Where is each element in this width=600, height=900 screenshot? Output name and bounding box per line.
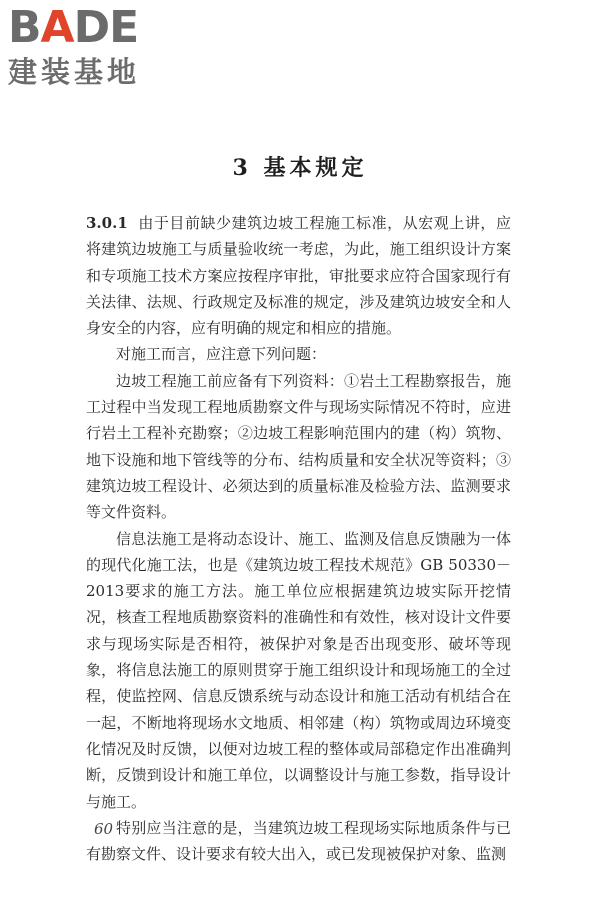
brand-logo [8, 4, 178, 90]
chapter-title: 3 基本规定 [232, 155, 368, 181]
logo-letter-b: B [8, 2, 41, 53]
clause-paragraph [86, 210, 511, 341]
logo-letters-de: DE [73, 2, 139, 53]
body-text [86, 210, 511, 867]
paragraph: 边坡工程施工前应备有下列资料：①岩土工程勘察报告，施工过程中当发现工程地质勘察文件与现场实际情况不符时，应进行岩土工程补充勘察；②边坡工程影响范围内的建（构）筑物、地下设施和地下管线等的分布、结构质量和安全状况等资料；③建筑边坡工程设计、必须达到的质量标准及检验方法、监测要求等文件资料。 [86, 371, 511, 522]
paragraph: 特别应当注意的是，当建筑边坡工程现场实际地质条件与已有勘察文件、设计要求有较大出入，或已发现被保护对象、监测 [86, 818, 511, 864]
paragraph: 信息法施工是将动态设计、施工、监测及信息反馈融为一体的现代化施工法，也是《建筑边坡工程技术规范》GB 50330－2013要求的施工方法。施工单位应根据建筑边坡实际开挖情况，核查工程地质勘察资料的准确性和有效性，核对设计文件要求与现场实际是否相符，被保护对象是否出现变形、破坏等现象，将信息法施工的原则贯穿于施工组织设计和现场施工的全过程，使监控网、信息反馈系统与动态设计和施工活动有机结合在一起，不断地将现场水文地质、相邻建（构）筑物或周边环境变化情况及时反馈，以便对边坡工程的整体或局部稳定作出准确判断，反馈到设计和施工单位，以调整设计与施工参数，指导设计与施工。 [86, 529, 511, 811]
logo-wordmark [8, 4, 178, 52]
page-number: 60 [94, 820, 114, 838]
paragraph: 对施工而言，应注意下列问题： [116, 345, 327, 364]
paragraph-text: 由于目前缺少建筑边坡工程施工标准，从宏观上讲，应将建筑边坡施工与质量验收统一考虑，为此，施工组织设计方案和专项施工技术方案应按程序审批，审批要求应符合国家现行有关法律、法规、行政规定及标准的规定，涉及建筑边坡安全和人身安全的内容，应有明确的规定和相应的措施。 [86, 214, 511, 338]
logo-chinese-name: 建装基地 [8, 55, 141, 89]
clause-number: 3.0.1 [86, 214, 128, 232]
logo-letter-a-accent: A [40, 2, 74, 53]
